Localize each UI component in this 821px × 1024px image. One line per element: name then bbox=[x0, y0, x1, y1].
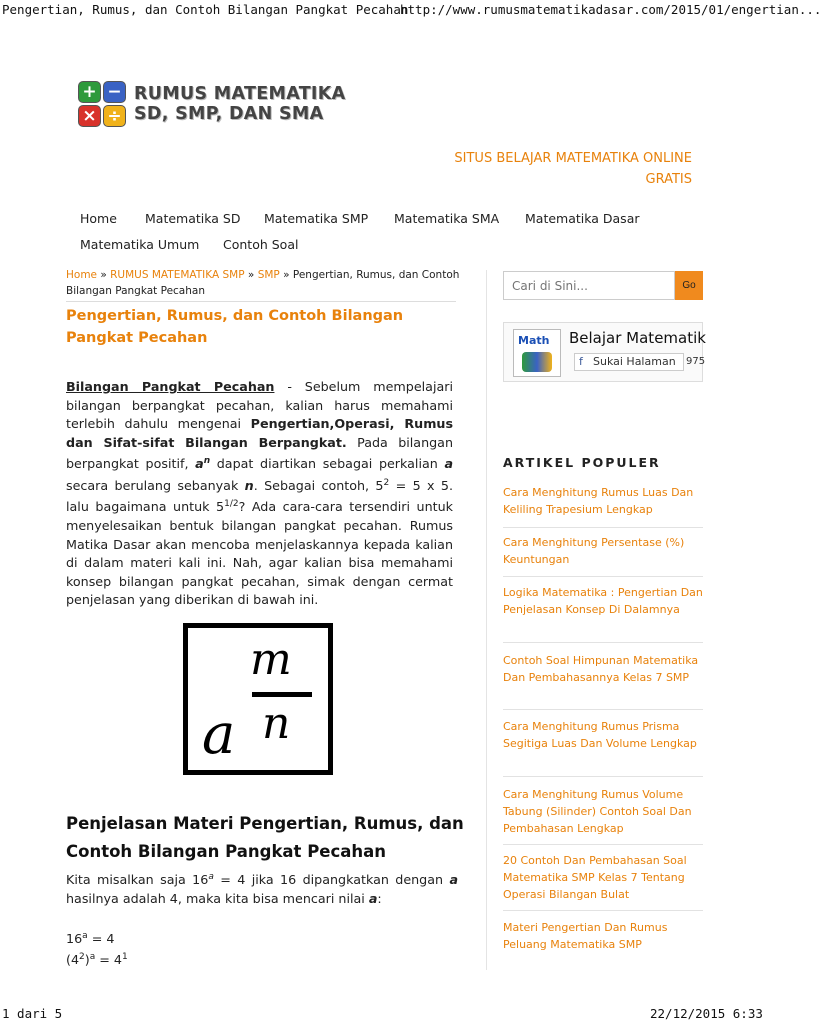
breadcrumb-sep: » bbox=[283, 269, 290, 281]
like-label: Sukai Halaman bbox=[593, 355, 676, 368]
calc-text: = 4 bbox=[95, 952, 123, 968]
nav-matematika-smp[interactable]: Matematika SMP bbox=[264, 211, 369, 226]
nav-contoh-soal[interactable]: Contoh Soal bbox=[223, 237, 299, 252]
logo-icon[interactable] bbox=[78, 81, 128, 129]
section-heading: Penjelasan Materi Pengertian, Rumus, dan Contoh Bilangan Pangkat Pecahan bbox=[66, 814, 464, 861]
like-page-button[interactable] bbox=[574, 353, 684, 371]
list-divider bbox=[503, 776, 703, 777]
calc-line-2 bbox=[66, 948, 458, 969]
breadcrumb-sep: » bbox=[100, 269, 107, 281]
like-count: 975 bbox=[686, 356, 706, 367]
fraction-bar bbox=[252, 692, 312, 697]
intro-text: . Sebagai contoh, 5 bbox=[253, 477, 384, 493]
list-divider bbox=[503, 576, 703, 577]
page-avatar-label: Math bbox=[518, 334, 550, 347]
breadcrumb-current: Pengertian, Rumus, dan Contoh Bilangan Pangkat Pecahan bbox=[66, 269, 460, 297]
breadcrumb-divider bbox=[66, 301, 456, 302]
nav-matematika-sma[interactable]: Matematika SMA bbox=[394, 211, 500, 226]
var-n: n bbox=[203, 456, 211, 466]
calc-text: 16 bbox=[66, 931, 83, 947]
times-icon: × bbox=[78, 105, 101, 127]
cartoon-icon bbox=[522, 352, 552, 372]
popular-item[interactable]: Cara Menghitung Rumus Volume Tabung (Silinder) Contoh Soal Dan Pembahasan Lengkap bbox=[503, 788, 692, 835]
intro-text: - Sebelum mempelajari bilangan berpangkat pecahan, kalian harus memahami terlebih dahulu mengenai bbox=[66, 379, 453, 431]
breadcrumb-rumus-smp[interactable]: RUMUS MATEMATIKA SMP bbox=[110, 269, 245, 281]
print-title: Pengertian, Rumus, dan Contoh Bilangan Pangkat Pecahan bbox=[2, 2, 409, 17]
logo-text[interactable] bbox=[134, 84, 345, 124]
sidebar-divider bbox=[486, 270, 487, 970]
nav-matematika-sd[interactable]: Matematika SD bbox=[145, 211, 241, 226]
logo-line1: RUMUS MATEMATIKA bbox=[134, 84, 346, 104]
popular-item[interactable]: Logika Matematika : Pengertian Dan Penjelasan Konsep Di Dalamnya bbox=[503, 586, 703, 616]
intro-paragraph bbox=[66, 378, 453, 610]
calc-text: = 4 jika 16 dipangkatkan dengan bbox=[213, 872, 450, 888]
facebook-icon: f bbox=[579, 355, 583, 368]
intro-text: ? Ada cara-cara tersendiri untuk menyelesaikan bentuk bilangan pangkat pecahan. Rumus Matika Dasar akan mencoba menjelaskannya kepada kalian di dalam materi kali ini. Nah, agar kalian bisa memahami konsep bilangan pangkat pecahan, simak dengan cermat penjelasan yang diberikan di bawah ini. bbox=[66, 499, 453, 608]
var-a: a bbox=[195, 456, 204, 472]
formula-image bbox=[183, 623, 333, 775]
exponent: a bbox=[208, 872, 214, 882]
print-datetime: 22/12/2015 6:33 bbox=[650, 1006, 763, 1021]
formula-base: a bbox=[202, 702, 236, 767]
plus-icon: + bbox=[78, 81, 101, 103]
exponent: 1/2 bbox=[224, 499, 239, 510]
intro-term: Bilangan Pangkat Pecahan bbox=[66, 379, 275, 394]
intro-text: dapat diartikan sebagai perkalian bbox=[210, 456, 445, 472]
calc-line-1 bbox=[66, 927, 458, 948]
tagline-line1: SITUS BELAJAR MATEMATIKA ONLINE bbox=[454, 151, 692, 166]
popular-item[interactable]: 20 Contoh Dan Pembahasan Soal Matematika SMP Kelas 7 Tentang Operasi Bilangan Bulat bbox=[503, 854, 687, 901]
popular-item[interactable]: Cara Menghitung Rumus Luas Dan Keliling Trapesium Lengkap bbox=[503, 486, 694, 516]
calc-text: (4 bbox=[66, 952, 80, 968]
page-name[interactable]: Belajar Matematik bbox=[569, 329, 706, 347]
search-go-button[interactable]: Go bbox=[675, 271, 703, 300]
var-a: a bbox=[444, 456, 453, 472]
formula-numerator: m bbox=[250, 634, 292, 685]
post-title[interactable]: Pengertian, Rumus, dan Contoh Bilangan Pangkat Pecahan bbox=[66, 308, 404, 346]
tagline-line2: GRATIS bbox=[645, 172, 692, 187]
breadcrumb-sep: » bbox=[247, 269, 255, 281]
var-n: n bbox=[244, 477, 254, 493]
exponent: 1 bbox=[122, 952, 128, 963]
popular-item[interactable]: Cara Menghitung Rumus Prisma Segitiga Luas Dan Volume Lengkap bbox=[503, 720, 697, 750]
list-divider bbox=[503, 527, 703, 528]
popular-item[interactable]: Contoh Soal Himpunan Matematika Dan Pembahasannya Kelas 7 SMP bbox=[503, 654, 699, 684]
print-url: http://www.rumusmatematikadasar.com/2015/01/engertian... bbox=[400, 2, 821, 17]
logo-line2: SD, SMP, DAN SMA bbox=[134, 104, 324, 124]
calc-text: : bbox=[377, 891, 382, 907]
var-a: a bbox=[368, 891, 378, 907]
formula-svg bbox=[188, 628, 328, 770]
calc-text: Kita misalkan saja 16 bbox=[66, 872, 209, 888]
breadcrumb-home[interactable]: Home bbox=[66, 269, 98, 281]
breadcrumb bbox=[66, 267, 461, 299]
exponent: a bbox=[82, 931, 88, 942]
calc-text: = 4 bbox=[87, 931, 115, 947]
minus-icon: − bbox=[103, 81, 126, 103]
list-divider bbox=[503, 910, 703, 911]
exponent: a bbox=[89, 952, 96, 963]
formula-denominator: n bbox=[262, 698, 291, 749]
list-divider bbox=[503, 709, 703, 710]
list-divider bbox=[503, 844, 703, 845]
var-a: a bbox=[449, 872, 458, 888]
calc-intro bbox=[66, 868, 458, 908]
calc-text: hasilnya adalah 4, maka kita bisa mencari nilai bbox=[66, 891, 369, 907]
breadcrumb-smp[interactable]: SMP bbox=[257, 269, 280, 281]
popular-heading: ARTIKEL POPULER bbox=[503, 455, 661, 470]
calc-paragraph bbox=[66, 868, 458, 970]
nav-home[interactable]: Home bbox=[80, 211, 117, 226]
calc-text: ) bbox=[84, 952, 90, 968]
intro-text: = 5 x 5. lalu bagaimana untuk 5 bbox=[66, 477, 453, 515]
site-tagline bbox=[392, 148, 692, 190]
search-input[interactable] bbox=[503, 271, 675, 300]
exponent: 2 bbox=[383, 477, 390, 488]
intro-text: Pada bilangan berpangkat positif, bbox=[66, 434, 453, 472]
print-page-number: 1 dari 5 bbox=[2, 1006, 63, 1021]
intro-text: secara berulang sebanyak bbox=[66, 477, 245, 493]
intro-bold: Pengertian,Operasi, Rumus dan Sifat-sifat Bilangan Berpangkat. bbox=[66, 416, 453, 450]
divide-icon: ÷ bbox=[103, 105, 126, 127]
popular-item[interactable]: Cara Menghitung Persentase (%) Keuntungan bbox=[503, 536, 685, 566]
facebook-page-widget[interactable] bbox=[503, 322, 706, 382]
nav-matematika-dasar[interactable]: Matematika Dasar bbox=[525, 211, 640, 226]
nav-matematika-umum[interactable]: Matematika Umum bbox=[80, 237, 200, 252]
popular-item[interactable]: Materi Pengertian Dan Rumus Peluang Matematika SMP bbox=[503, 921, 668, 951]
list-divider bbox=[503, 642, 703, 643]
exponent: 2 bbox=[79, 952, 85, 963]
page-avatar bbox=[513, 329, 561, 377]
